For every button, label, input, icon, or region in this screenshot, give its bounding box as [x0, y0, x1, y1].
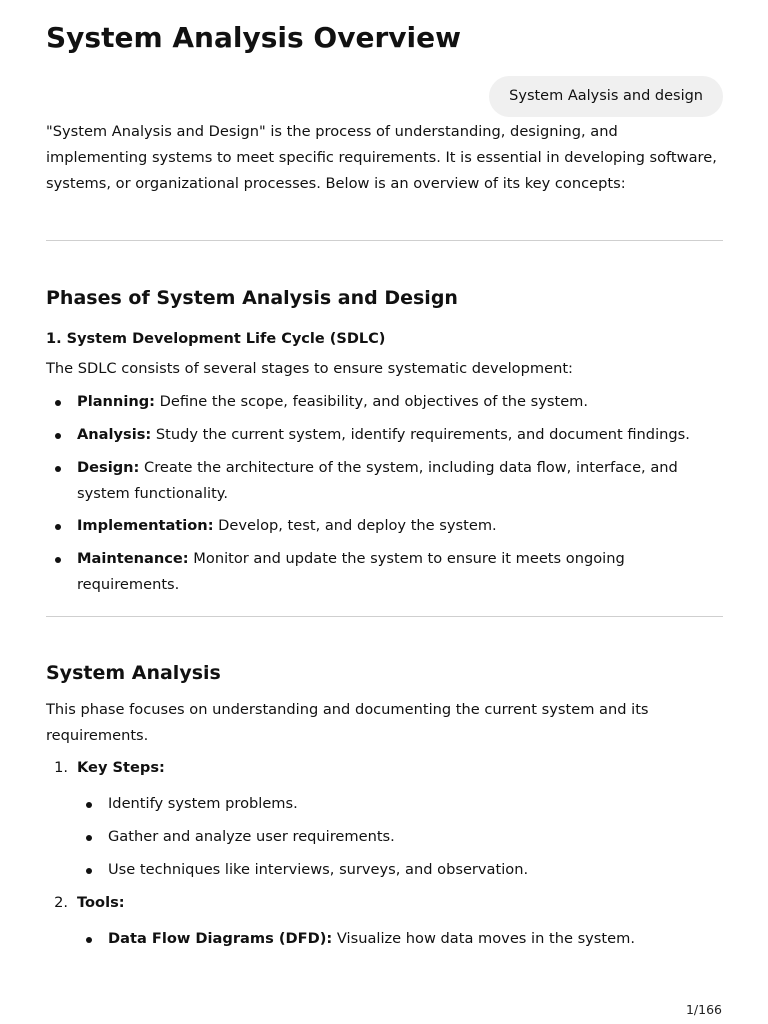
- list-item: [108, 926, 723, 952]
- item-term: Data Flow Diagrams (DFD):: [108, 930, 333, 947]
- item-term: Analysis:: [77, 426, 152, 443]
- list-number: 1.: [54, 759, 68, 776]
- bullet-icon: [55, 524, 61, 530]
- bullet-icon: [55, 466, 61, 472]
- divider: [46, 240, 723, 241]
- list-item: [77, 513, 723, 539]
- bullet-icon: [86, 802, 92, 808]
- list-item: [77, 389, 723, 415]
- item-text: Create the architecture of the system, including data flow, interface, and system functionality.: [77, 459, 678, 502]
- section-heading-analysis: System Analysis: [46, 662, 221, 684]
- item-text: Define the scope, feasibility, and objectives of the system.: [155, 393, 589, 410]
- item-term: Implementation:: [77, 517, 214, 534]
- analysis-lead: This phase focuses on understanding and documenting the current system and its requirements.: [46, 701, 649, 744]
- bullet-icon: [86, 937, 92, 943]
- page-title: System Analysis Overview: [46, 21, 461, 54]
- bullet-icon: [86, 868, 92, 874]
- topic-chip[interactable]: System Aalysis and design: [489, 76, 723, 117]
- bullet-icon: [55, 433, 61, 439]
- item-text: Visualize how data moves in the system.: [332, 930, 635, 947]
- item-term: Planning:: [77, 393, 155, 410]
- list-item: Identify system problems.: [108, 795, 298, 812]
- list-item: [77, 455, 723, 507]
- subheading-sdlc: 1. System Development Life Cycle (SDLC): [46, 331, 386, 347]
- list-item: [77, 546, 723, 598]
- list-item: Use techniques like interviews, surveys, and observation.: [108, 861, 529, 878]
- divider: [46, 616, 723, 617]
- bullet-icon: [55, 400, 61, 406]
- bullet-icon: [55, 557, 61, 563]
- list-item: Gather and analyze user requirements.: [108, 828, 395, 845]
- item-term: Maintenance:: [77, 550, 189, 567]
- item-text: Develop, test, and deploy the system.: [213, 517, 497, 534]
- list-number: 2.: [54, 894, 68, 911]
- list-item-key-steps: Key Steps:: [77, 759, 165, 776]
- item-text: Monitor and update the system to ensure it meets ongoing requirements.: [77, 550, 625, 593]
- item-text: Study the current system, identify requirements, and document findings.: [151, 426, 690, 443]
- page-indicator: 1/166: [685, 1002, 722, 1017]
- sdlc-lead: The SDLC consists of several stages to ensure systematic development:: [46, 360, 573, 377]
- item-term: Design:: [77, 459, 140, 476]
- intro-paragraph: "System Analysis and Design" is the process of understanding, designing, and implementing systems to meet specific requirements. It is essential in developing software, systems, or organizational processes. Below is an overview of its key concepts:: [46, 123, 717, 192]
- section-heading-phases: Phases of System Analysis and Design: [46, 287, 458, 309]
- list-item: [77, 422, 723, 448]
- list-item-tools: Tools:: [77, 894, 125, 911]
- bullet-icon: [86, 835, 92, 841]
